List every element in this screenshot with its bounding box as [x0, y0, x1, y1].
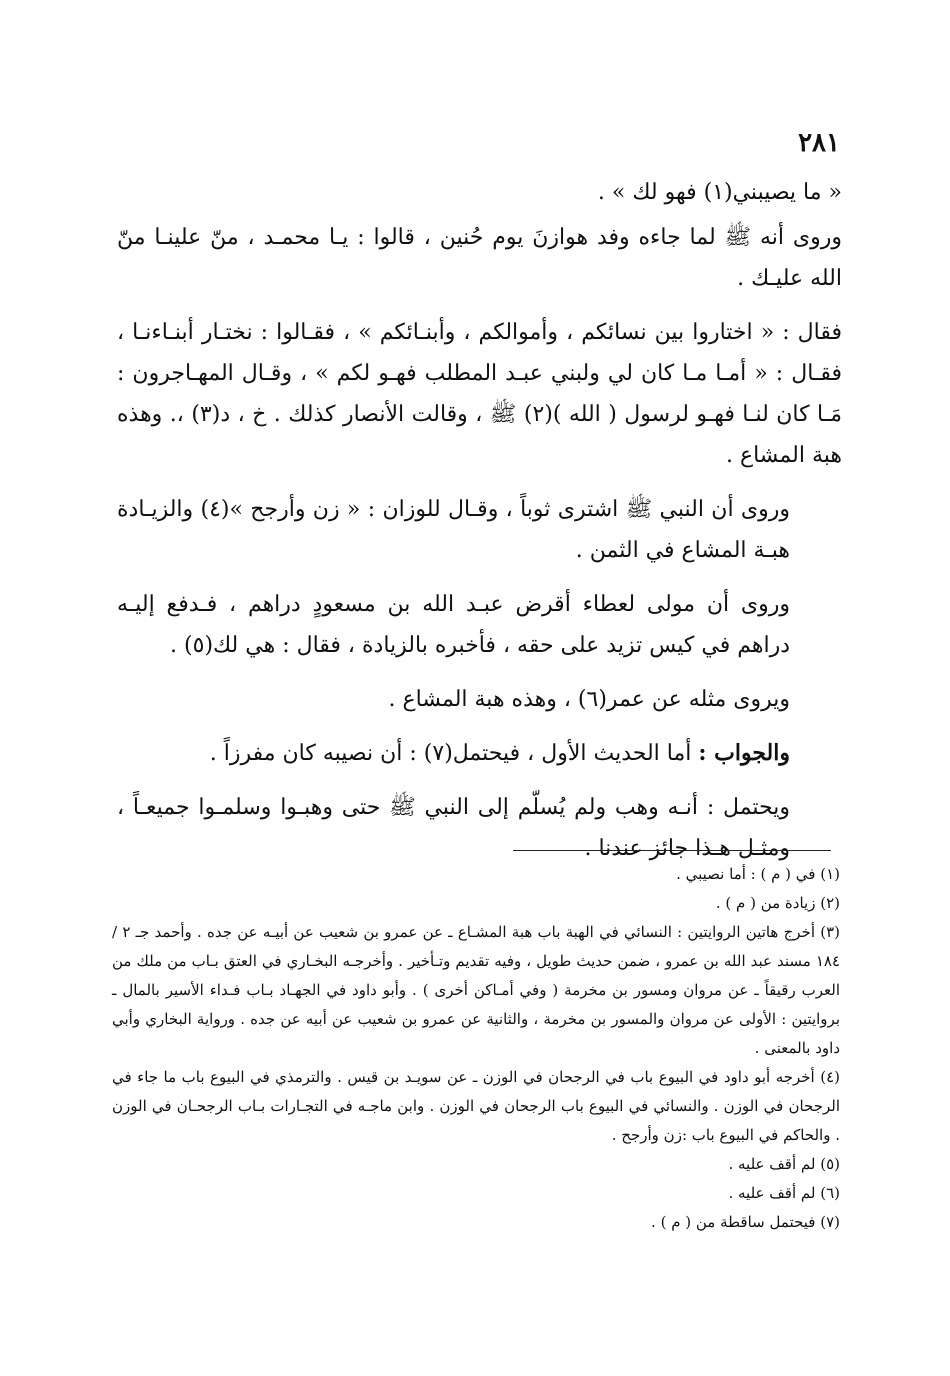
- paragraph: ويحتمل : أنـه وهب ولم يُسلّم إلى النبي ﷺ حتى وهبـوا وسلمـوا جميعـاً ، ومثـل هـذا جائز عندنا .: [117, 795, 790, 861]
- paragraph: وروى أن النبي ﷺ اشترى ثوباً ، وقـال للوزان : « زن وأرجح »(٤) والزيـادة هبـة المشاع في الثمن .: [117, 497, 790, 563]
- page-number: ٢٨١: [798, 128, 840, 158]
- answer-text: أما الحديث الأول ، فيحتمل(٧) : أن نصيبه كان مفرزاً .: [209, 741, 692, 766]
- footnote: (٧) فيحتمل ساقطة من ( م ) .: [651, 1213, 840, 1231]
- answer-label: والجواب :: [698, 740, 790, 766]
- paragraph: ويروى مثله عن عمر(٦) ، وهذه هبة المشاع .: [388, 687, 790, 712]
- answer-paragraph: [117, 733, 842, 774]
- footnote: (٥) لم أقف عليه .: [728, 1155, 840, 1173]
- paragraph: وروى أن مولى لعطاء أقرض عبـد الله بن مسعودٍ دراهم ، فـدفع إليـه دراهم في كيس تزيد على حقه ، فأخبره بالزيادة ، فقال : هي لك(٥) .: [117, 592, 790, 658]
- main-text: [117, 172, 842, 869]
- paragraph: وروى أنه ﷺ لما جاءه وفد هوازنَ يوم حُنين ، قالوا : يـا محمـد ، منّ علينـا منّ الله عليـك .: [117, 225, 842, 291]
- paragraph: فقال : « اختاروا بين نسائكم ، وأموالكم ، وأبنـائكم » ، فقـالوا : نختـار أبنـاءنـا ، فقـال : « أمـا مـا كان لي ولبني عبـد المطلب فهـو لكم » ، وقـال المهـاجرون : مَـا كان لنـا فهـو لرسول ( الله )(٢) ﷺ ، وقالت الأنصار كذلك . خ ، د(٣) ،. وهذه هبة المشاع .: [117, 320, 842, 468]
- footnote-divider: [513, 850, 831, 851]
- footnote: (٢) زيادة من ( م ) .: [715, 894, 840, 912]
- footnotes: [112, 860, 840, 1237]
- footnote: (٤) أخرجه أبو داود في البيوع باب في الرجحان في الوزن ـ عن سويـد بن قيس . والترمذي في البيوع باب ما جاء في الرجحان في الوزن . والنسائي في البيوع باب الرجحان في الوزن . وابن ماجـه في التجـارات بـاب الرجحـان في الوزن . والحاكم في البيوع باب :زن وأرجح .: [112, 1068, 840, 1144]
- footnote: (٦) لم أقف عليه .: [728, 1184, 840, 1202]
- footnote: (٣) أخرج هاتين الروايتين : النسائي في الهبة باب هبة المشـاع ـ عن عمرو بن شعيب عن أبيـه عن جده . وأحمد جـ ٢ / ١٨٤ مسند عبد الله بن عمرو ، ضمن حديث طويل ، وفيه تقديم وتـأخير . وأخرجـه البخـاري في العتق بـاب من ملك من العرب رقيقاً ـ عن مروان ومسور بن مخرمة ( وفي أمـاكن أخرى ) . وأبو داود في الجهـاد بـاب فـداء الأسير بالمال ـ بروايتين : الأولى عن مروان والمسور بن مخرمة ، والثانية عن عمرو بن شعيب عن أبيه عن جده . ورواية البخاري وأبي داود بالمعنى .: [112, 923, 841, 1057]
- paragraph: « ما يصيبني(١) فهو لك » .: [597, 180, 842, 205]
- footnote: (١) في ( م ) : أما نصيبي .: [676, 865, 840, 883]
